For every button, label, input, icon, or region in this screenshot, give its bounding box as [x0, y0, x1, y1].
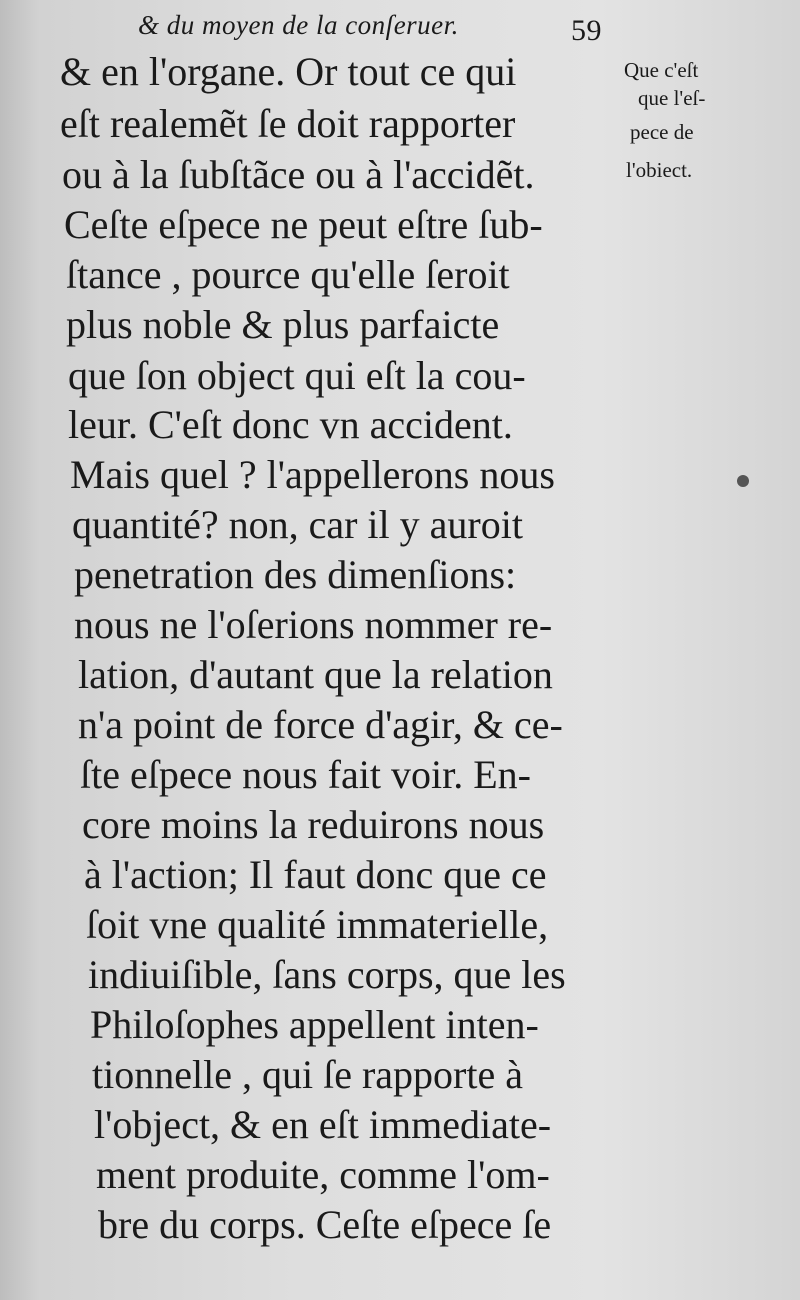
text-line: eſt realemẽt ſe doit rapporter	[60, 101, 516, 146]
ink-speck	[737, 475, 749, 487]
text-line: leur. C'eſt donc vn accident.	[68, 402, 513, 447]
text-line: nous ne l'oſerions nommer re-	[74, 602, 553, 647]
margin-note-line: que l'eſ-	[638, 86, 706, 110]
text-line: à l'action; Il faut donc que ce	[84, 852, 547, 897]
text-line: core moins la reduirons nous	[82, 802, 545, 847]
text-line: bre du corps. Ceſte eſpece ſe	[98, 1202, 552, 1247]
text-line: ment produite, comme l'om-	[96, 1152, 550, 1197]
text-line: penetration des dimenſions:	[74, 552, 517, 597]
text-line: quantité? non, car il y auroit	[72, 502, 523, 547]
text-line: ſte eſpece nous fait voir. En-	[80, 752, 531, 797]
text-line: l'object, & en eſt immediate-	[94, 1102, 552, 1147]
text-line: Ceſte eſpece ne peut eſtre ſub-	[64, 202, 543, 247]
text-line: que ſon object qui eſt la cou-	[68, 353, 526, 398]
text-line: n'a point de force d'agir, & ce-	[78, 702, 563, 747]
page-header	[138, 10, 602, 47]
text-line: lation, d'autant que la relation	[78, 652, 553, 697]
margin-note-line: l'obiect.	[626, 158, 693, 182]
text-line: plus noble & plus parfaicte	[66, 302, 500, 347]
text-line: Mais quel ? l'appellerons nous	[70, 452, 555, 497]
page-number: 59	[571, 14, 602, 47]
text-line: ſoit vne qualité immaterielle,	[86, 902, 549, 947]
text-line: tionnelle , qui ſe rapporte à	[92, 1052, 523, 1097]
running-title: & du moyen de la conſeruer.	[138, 10, 459, 40]
text-line: ſtance , pource qu'elle ſeroit	[66, 252, 510, 297]
margin-note-line: Que c'eſt	[624, 58, 699, 82]
text-line: indiuiſible, ſans corps, que les	[88, 952, 566, 997]
text-line: ou à la ſubſtãce ou à l'accidẽt.	[62, 152, 535, 197]
margin-note-line: pece de	[630, 120, 694, 144]
text-line: Philoſophes appellent inten-	[90, 1002, 539, 1047]
text-line: & en l'organe. Or tout ce qui	[60, 49, 517, 94]
